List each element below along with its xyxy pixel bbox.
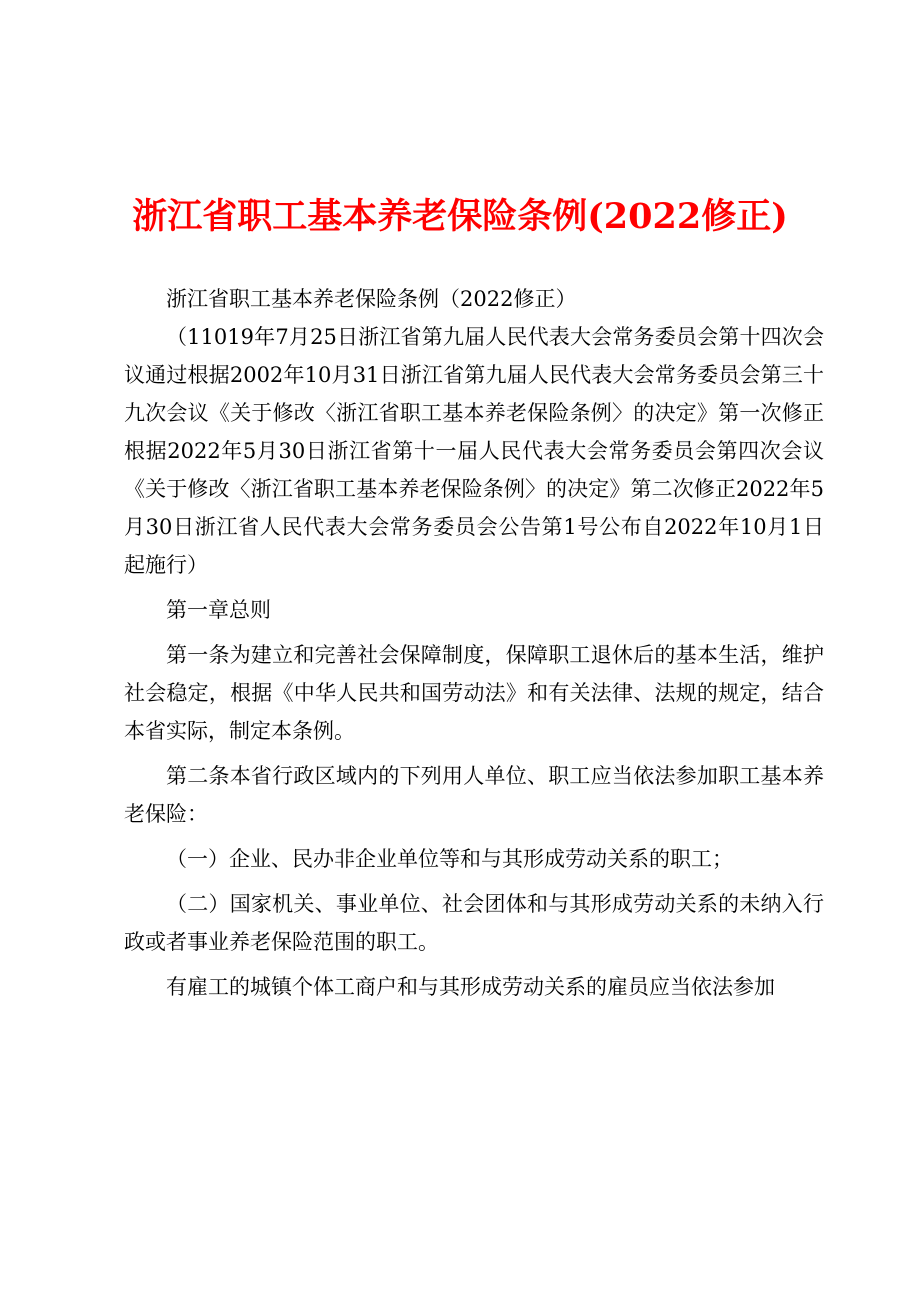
article-2-item-1: （一）企业、民办非企业单位等和与其形成劳动关系的职工；	[166, 847, 733, 871]
revision-history-paragraph: （11019年7月25日浙江省第九届人民代表大会常务委员会第十四次会议通过根据2002年10月31日浙江省第九届人民代表大会常务委员会第三十九次会议《关于修改〈浙江省职工基本养老保险条例〉的决定》第一次修正根据2022年5月30日浙江省第十一届人民代表大会常务委员会第四次会议《关于修改〈浙江省职工基本养老保险条例〉的决定》第二次修正2022年5月30日浙江省人民代表大会常务委员会公告第1号公布自2022年10月1日起施行）	[124, 325, 824, 577]
document-body	[124, 280, 824, 1006]
article-2-item-2: （二）国家机关、事业单位、社会团体和与其形成劳动关系的未纳入行政或者事业养老保险范围的职工。	[124, 892, 824, 954]
chapter-heading: 第一章总则	[166, 598, 271, 622]
article-2-continuation-paragraph: 有雇工的城镇个体工商户和与其形成劳动关系的雇员应当依法参加	[166, 975, 775, 999]
article-2-paragraph: 第二条本省行政区域内的下列用人单位、职工应当依法参加职工基本养老保险：	[124, 764, 824, 826]
subtitle-paragraph: 浙江省职工基本养老保险条例（2022修正）	[166, 287, 577, 311]
document-title: 浙江省职工基本养老保险条例(2022修正)	[132, 196, 788, 237]
article-1-paragraph: 第一条为建立和完善社会保障制度，保障职工退休后的基本生活，维护社会稳定，根据《中华人民共和国劳动法》和有关法律、法规的规定，结合本省实际，制定本条例。	[124, 643, 824, 743]
